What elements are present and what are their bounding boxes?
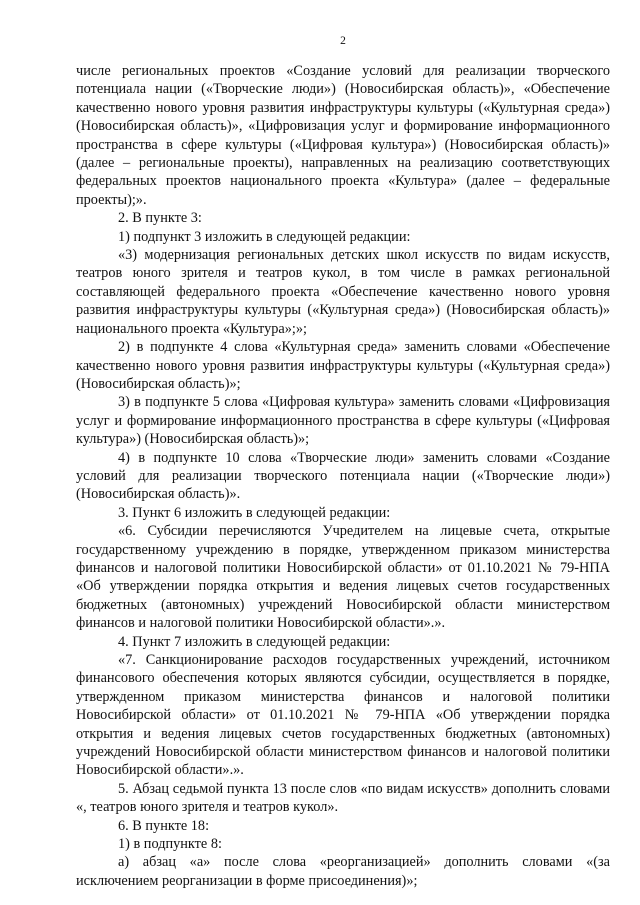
paragraph: 1) в подпункте 8: bbox=[118, 836, 222, 853]
paragraph: «6. Субсидии перечисляются Учредителем на лицевые счета, открытые государственному учреждению в порядке, утвержденном приказом министерства финансов и налоговой политики Новосибирской области» от 01.10.2021 № 79-НПА «Об утверждении порядка открытия и ведения лицевых счетов государственных бюджетных (автономных) учреждений Новосибирской области министерством финансов и налоговой политики Новосибирской области».». bbox=[76, 523, 610, 632]
paragraph: 4. Пункт 7 изложить в следующей редакции: bbox=[118, 633, 391, 650]
page-number: 2 bbox=[340, 35, 346, 47]
document-page bbox=[76, 34, 610, 890]
paragraph: 1) подпункт 3 изложить в следующей редакции: bbox=[118, 228, 411, 245]
paragraph: числе региональных проектов «Создание условий для реализации творческого потенциала нации («Творческие люди») (Новосибирская область)», «Обеспечение качественно нового уровня развития инфраструктуры культуры («Культурная среда») (Новосибирская область)», «Цифровизация услуг и формирование информационного пространства в сфере культуры («Цифровая культура») (Новосибирская область)» (далее – региональные проекты), направленных на реализацию соответствующих федеральных проектов национального проекта «Культура» (далее – федеральные проекты);». bbox=[76, 63, 610, 208]
paragraph: 5. Абзац седьмой пункта 13 после слов «по видам искусств» дополнить словами «, театров юного зрителя и театров кукол». bbox=[76, 780, 610, 816]
paragraph: 2) в подпункте 4 слова «Культурная среда» заменить словами «Обеспечение качественно нового уровня развития инфраструктуры культуры («Культурная среда») (Новосибирская область)»; bbox=[76, 339, 610, 392]
paragraph: 3) в подпункте 5 слова «Цифровая культура» заменить словами «Цифровизация услуг и формирование информационного пространства в сфере культуры («Цифровая культура») (Новосибирская область)»; bbox=[76, 394, 610, 448]
paragraph: 3. Пункт 6 изложить в следующей редакции: bbox=[118, 504, 391, 521]
paragraph: «3) модернизация региональных детских школ искусств по видам искусств, театров юного зрителя и театров кукол, в том числе в рамках региональной составляющей федерального проекта «Обеспечение качественно нового уровня развития инфраструктуры культуры («Культурная среда») (Новосибирская область)» национального проекта «Культура»;»; bbox=[76, 247, 610, 337]
paragraph: 6. В пункте 18: bbox=[118, 817, 210, 834]
paragraph: 4) в подпункте 10 слова «Творческие люди» заменить словами «Создание условий для реализации творческого потенциала нации («Творческие люди») (Новосибирская область)». bbox=[76, 449, 610, 503]
paragraph: «7. Санкционирование расходов государственных учреждений, источником финансового обеспечения которых являются субсидии, осуществляется в порядке, утвержденном приказом министерства финансов и налоговой политики Новосибирской области» от 01.10.2021 № 79-НПА «Об утверждении порядка открытия и ведения лицевых счетов государственных бюджетных (автономных) учреждений Новосибирской области министерством финансов и налоговой политики Новосибирской области».». bbox=[76, 652, 610, 779]
paragraph: 2. В пункте 3: bbox=[118, 210, 202, 227]
paragraph: а) абзац «а» после слова «реорганизацией» дополнить словами «(за исключением реорганизации в форме присоединения)»; bbox=[76, 854, 610, 889]
